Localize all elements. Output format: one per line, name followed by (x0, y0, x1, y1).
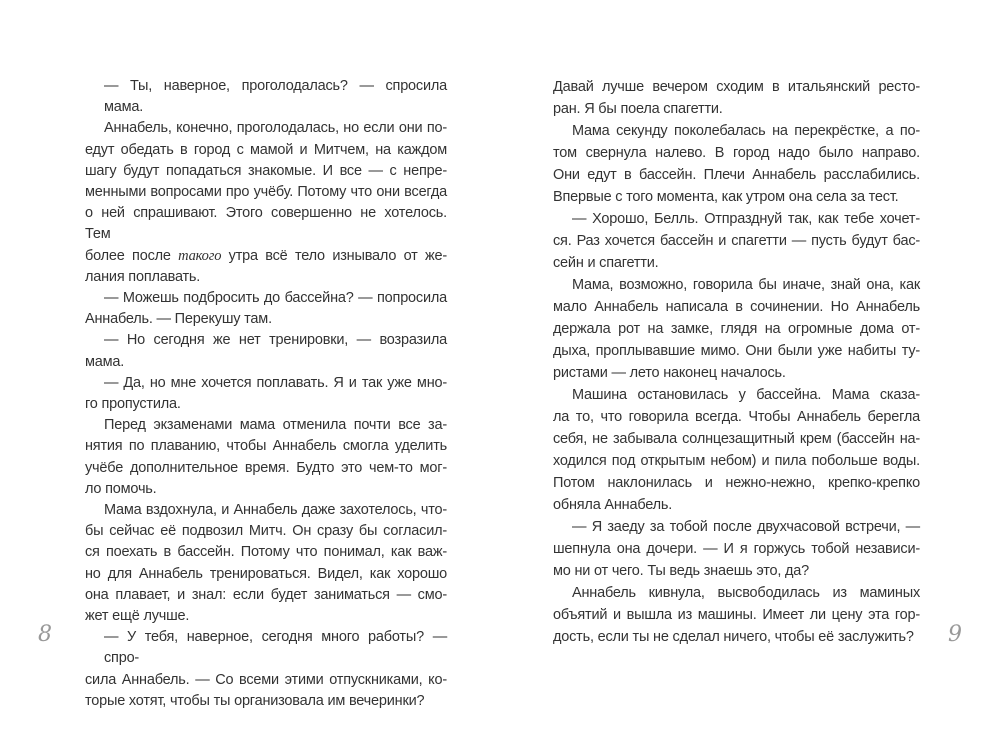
text-line (85, 246, 447, 267)
text-line: — У тебя, наверное, сегодня много работы? — спро- (104, 629, 447, 667)
text-line: Мама вздохнула, и Аннабель даже захотелось, что- (104, 502, 447, 519)
paragraph (85, 118, 447, 288)
page-number-right: 9 (948, 622, 962, 647)
text-line: дыха, проплывавшие мимо. Они были уже набиты ту- (553, 343, 920, 359)
paragraph (553, 120, 920, 208)
text-line: мама. (85, 353, 125, 370)
text-line: Аннабель. — Перекушу там. (85, 311, 272, 328)
text-line: ся. Раз хочется бассейн и спагетти — пусть будут бас- (553, 233, 920, 249)
paragraph (553, 208, 920, 274)
text-line: держала рот на замке, глядя на огромные дома от- (553, 321, 920, 337)
text-line: обняла Аннабель. (553, 497, 673, 513)
text-line: Машина остановилась у бассейна. Мама сказа- (572, 387, 920, 403)
paragraph (85, 76, 447, 118)
text-line: Аннабель кивнула, высвободилась из маминых (572, 585, 920, 601)
text-line: мо ни от чего. Ты ведь знаешь это, да? (553, 563, 809, 579)
paragraph (85, 627, 447, 712)
text-line: учёбе дополнительное время. Будто это чем-то мог- (85, 459, 447, 476)
text-line: о ней спрашивают. Этого совершенно не хотелось. Тем (85, 205, 447, 243)
text-line: менными вопросами про учёбу. Потому что они всегда (85, 184, 447, 201)
paragraph (553, 384, 920, 516)
text-segment: более после (85, 247, 179, 264)
text-line: ла то, что говорила всегда. Чтобы Аннабель берегла (553, 409, 920, 425)
text-line: Давай лучше вечером сходим в итальянский ресто- (553, 79, 920, 95)
text-line: дость, если ты не сделал ничего, чтобы её заслужить? (553, 629, 914, 645)
text-line: объятий и вышла из машины. Имеет ли цену эта гор- (553, 607, 920, 623)
text-line: бы сейчас её подвозил Митч. Он сразу бы согласил- (85, 523, 447, 540)
text-line: го пропустила. (85, 396, 181, 413)
text-line: — Можешь подбросить до бассейна? — попросила (104, 290, 447, 307)
text-line: шагу будут попадаться знакомые. И все — с непре- (85, 162, 447, 179)
paragraph (85, 330, 447, 372)
text-line: Мама секунду поколебалась на перекрёстке, а по- (572, 123, 920, 139)
text-line: — Ты, наверное, проголодалась? — спросила мама. (104, 78, 447, 116)
text-line: Впервые с того момента, как утром она села за тест. (553, 189, 899, 205)
text-line: Потом наклонилась и нежно-нежно, крепко-крепко (553, 475, 920, 491)
text-line: себя, не забывала солнцезащитный крем (бассейн на- (553, 431, 920, 447)
paragraph (553, 76, 920, 120)
text-line: Мама, возможно, говорила бы иначе, знай она, как (572, 277, 920, 293)
text-line: сила Аннабель. — Со всеми этими отпускниками, ко- (85, 671, 447, 688)
text-line: ло помочь. (85, 480, 157, 497)
paragraph (85, 415, 447, 500)
text-line: — Да, но мне хочется поплавать. Я и так уже мно- (104, 374, 447, 391)
right-page-text (553, 76, 920, 648)
text-line: ристами — лето наконец началось. (553, 365, 786, 381)
page-number-left: 8 (38, 622, 52, 647)
text-line: она плавает, и знал: если будет заниматься — смо- (85, 586, 447, 603)
paragraph (85, 288, 447, 330)
text-line: ходился под открытым небом) и пила побольше воды. (553, 453, 920, 469)
text-line: ся поехать в бассейн. Потому что понимал, как важ- (85, 544, 447, 561)
text-line: торые хотят, чтобы ты организовала им вечеринки? (85, 692, 425, 709)
paragraph (553, 274, 920, 384)
text-line: Они едут в бассейн. Плечи Аннабель расслабились. (553, 167, 920, 183)
italic-emphasis: такого (178, 247, 222, 264)
text-line: Перед экзаменами мама отменила почти все за- (104, 417, 447, 434)
text-segment: утра всё тело изнывало от же- (221, 247, 447, 264)
paragraph (553, 582, 920, 648)
text-line: том свернула налево. В город надо было направо. (553, 145, 920, 161)
text-line: мало Аннабель написала в сочинении. Но Аннабель (553, 299, 920, 315)
text-line: ран. Я бы поела спагетти. (553, 101, 723, 117)
paragraph (85, 500, 447, 627)
text-line: — Хорошо, Белль. Отпразднуй так, как тебе хочет- (572, 211, 920, 227)
text-line: едут обедать в город с мамой и Митчем, на каждом (85, 141, 447, 158)
text-line: — Я заеду за тобой после двухчасовой встречи, — (572, 519, 920, 535)
text-line: — Но сегодня же нет тренировки, — возразила (104, 332, 447, 349)
text-line: но для Аннабель тренироваться. Видел, как хорошо (85, 565, 447, 582)
text-line: шепнула она дочери. — И я горжусь тобой независи- (553, 541, 920, 557)
paragraph (553, 516, 920, 582)
paragraph (85, 373, 447, 415)
left-page-text (85, 76, 447, 712)
text-line: жет ещё лучше. (85, 608, 190, 625)
text-line: Аннабель, конечно, проголодалась, но если они по- (104, 120, 447, 137)
text-line: сейн и спагетти. (553, 255, 659, 271)
text-line: лания поплавать. (85, 268, 201, 285)
text-line: нятия по плаванию, чтобы Аннабель смогла уделить (85, 438, 447, 455)
